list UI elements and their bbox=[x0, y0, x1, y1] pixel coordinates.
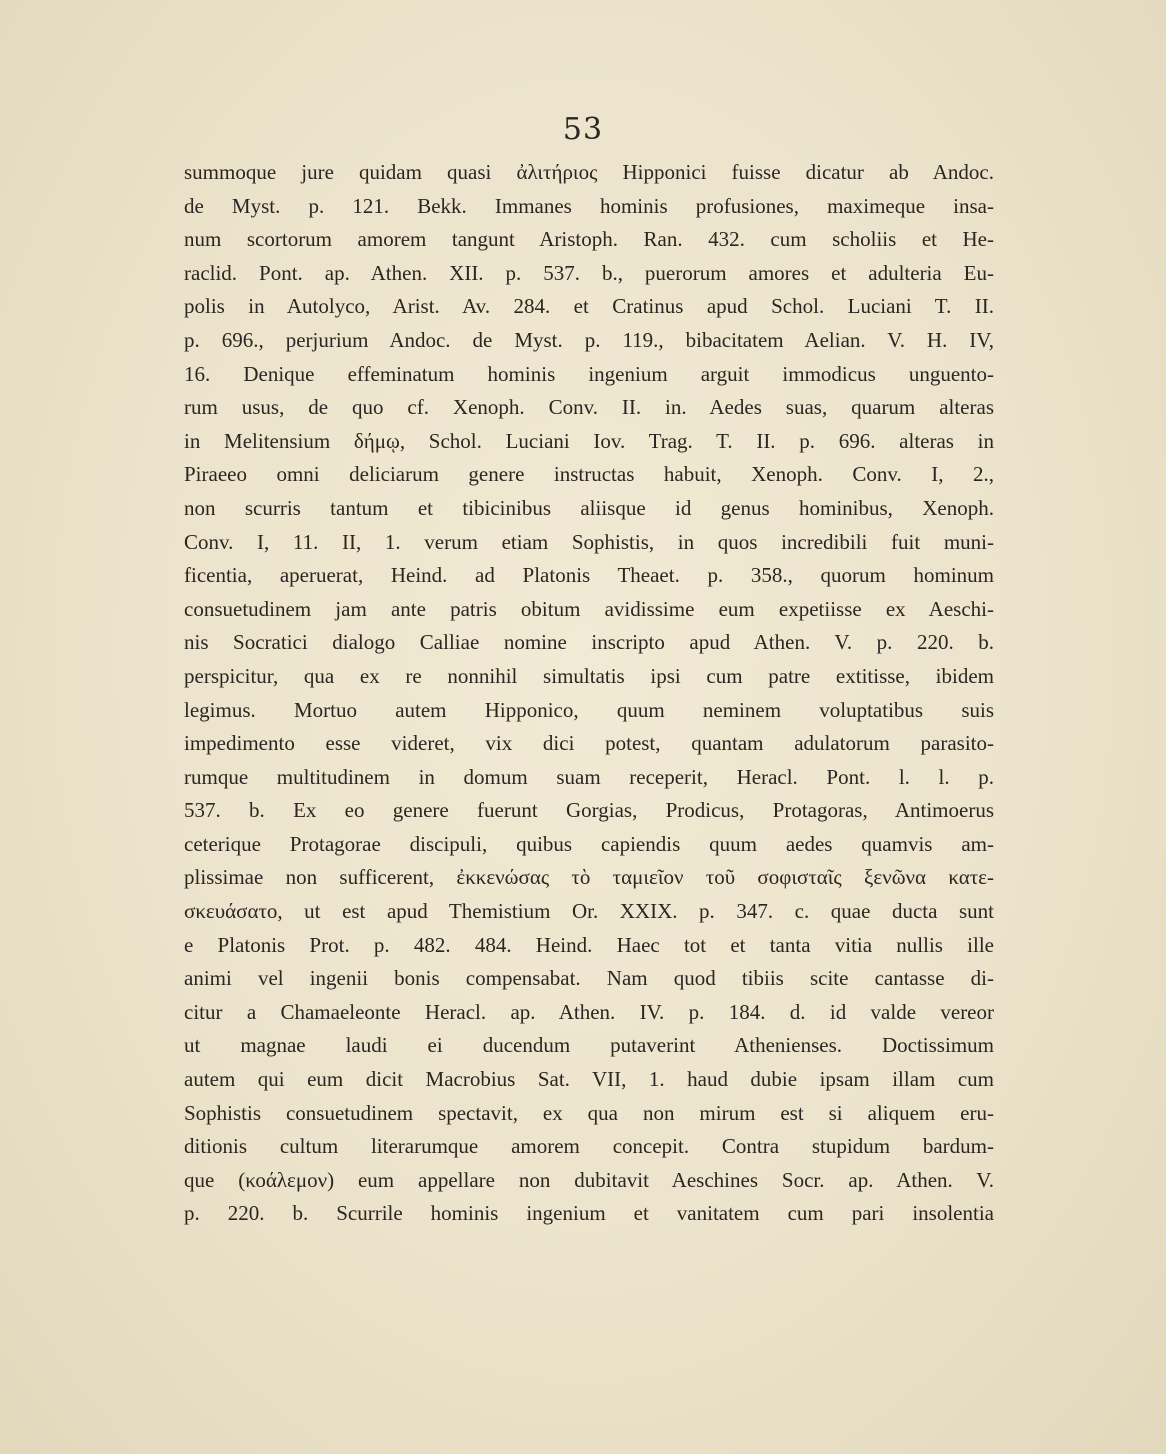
text-line: ficentia, aperuerat, Heind. ad Platonis Theaet. p. 358., quorum hominum bbox=[184, 563, 994, 588]
text-line: nis Socratici dialogo Calliae nomine inscripto apud Athen. V. p. 220. b. bbox=[184, 630, 994, 655]
text-line: que (κοάλεμον) eum appellare non dubitavit Aeschines Socr. ap. Athen. V. bbox=[184, 1167, 994, 1192]
text-line: Piraeeo omni deliciarum genere instructas habuit, Xenoph. Conv. I, 2., bbox=[184, 462, 994, 487]
text-line: plissimae non sufficerent, ἐκκενώσας τὸ ταμιεῖον τοῦ σοφισταῖς ξενῶνα κατε- bbox=[184, 865, 994, 890]
text-line: p. 220. b. Scurrile hominis ingenium et vanitatem cum pari insolentia bbox=[184, 1201, 994, 1226]
text-line: ceterique Protagorae discipuli, quibus capiendis quum aedes quamvis am- bbox=[184, 831, 994, 856]
text-line: rum usus, de quo cf. Xenoph. Conv. II. in. Aedes suas, quarum alteras bbox=[184, 395, 994, 420]
text-line: σκευάσατο, ut est apud Themistium Or. XXIX. p. 347. c. quae ducta sunt bbox=[184, 899, 994, 924]
text-line: 16. Denique effeminatum hominis ingenium arguit immodicus unguento- bbox=[184, 361, 994, 386]
text-line: raclid. Pont. ap. Athen. XII. p. 537. b., puerorum amores et adulteria Eu- bbox=[184, 260, 994, 285]
text-line: ut magnae laudi ei ducendum putaverint Athenienses. Doctissimum bbox=[184, 1033, 994, 1058]
text-line: autem qui eum dicit Macrobius Sat. VII, 1. haud dubie ipsam illam cum bbox=[184, 1067, 994, 1092]
text-line: animi vel ingenii bonis compensabat. Nam quod tibiis scite cantasse di- bbox=[184, 966, 994, 991]
text-line: impedimento esse videret, vix dici potest, quantam adulatorum parasito- bbox=[184, 731, 994, 756]
text-line: citur a Chamaeleonte Heracl. ap. Athen. IV. p. 184. d. id valde vereor bbox=[184, 999, 994, 1024]
text-line: legimus. Mortuo autem Hipponico, quum neminem voluptatibus suis bbox=[184, 697, 994, 722]
text-line: perspicitur, qua ex re nonnihil simultatis ipsi cum patre extitisse, ibidem bbox=[184, 663, 994, 688]
text-line: Conv. I, 11. II, 1. verum etiam Sophistis, in quos incredibili fuit muni- bbox=[184, 529, 994, 554]
text-line: p. 696., perjurium Andoc. de Myst. p. 119., bibacitatem Aelian. V. H. IV, bbox=[184, 327, 994, 352]
page-number: 53 bbox=[562, 112, 604, 147]
text-line: consuetudinem jam ante patris obitum avidissime eum expetiisse ex Aeschi- bbox=[184, 596, 994, 621]
text-line: Sophistis consuetudinem spectavit, ex qua non mirum est si aliquem eru- bbox=[184, 1100, 994, 1125]
text-line: non scurris tantum et tibicinibus aliisque id genus hominibus, Xenoph. bbox=[184, 495, 994, 520]
text-line: 537. b. Ex eo genere fuerunt Gorgias, Prodicus, Protagoras, Antimoerus bbox=[184, 798, 994, 823]
text-line: polis in Autolyco, Arist. Av. 284. et Cratinus apud Schol. Luciani T. II. bbox=[184, 294, 994, 319]
page-body-text bbox=[184, 156, 994, 1231]
text-line: in Melitensium δήμῳ, Schol. Luciani Iov. Trag. T. II. p. 696. alteras in bbox=[184, 428, 994, 453]
text-line: summoque jure quidam quasi ἀλιτήριος Hipponici fuisse dicatur ab Andoc. bbox=[184, 160, 994, 184]
text-line: ditionis cultum literarumque amorem concepit. Contra stupidum bardum- bbox=[184, 1134, 994, 1159]
text-line: de Myst. p. 121. Bekk. Immanes hominis profusiones, maximeque insa- bbox=[184, 193, 994, 218]
text-line: num scortorum amorem tangunt Aristoph. Ran. 432. cum scholiis et He- bbox=[184, 227, 994, 252]
text-line: e Platonis Prot. p. 482. 484. Heind. Haec tot et tanta vitia nullis ille bbox=[184, 932, 994, 957]
text-line: rumque multitudinem in domum suam receperit, Heracl. Pont. l. l. p. bbox=[184, 764, 994, 789]
